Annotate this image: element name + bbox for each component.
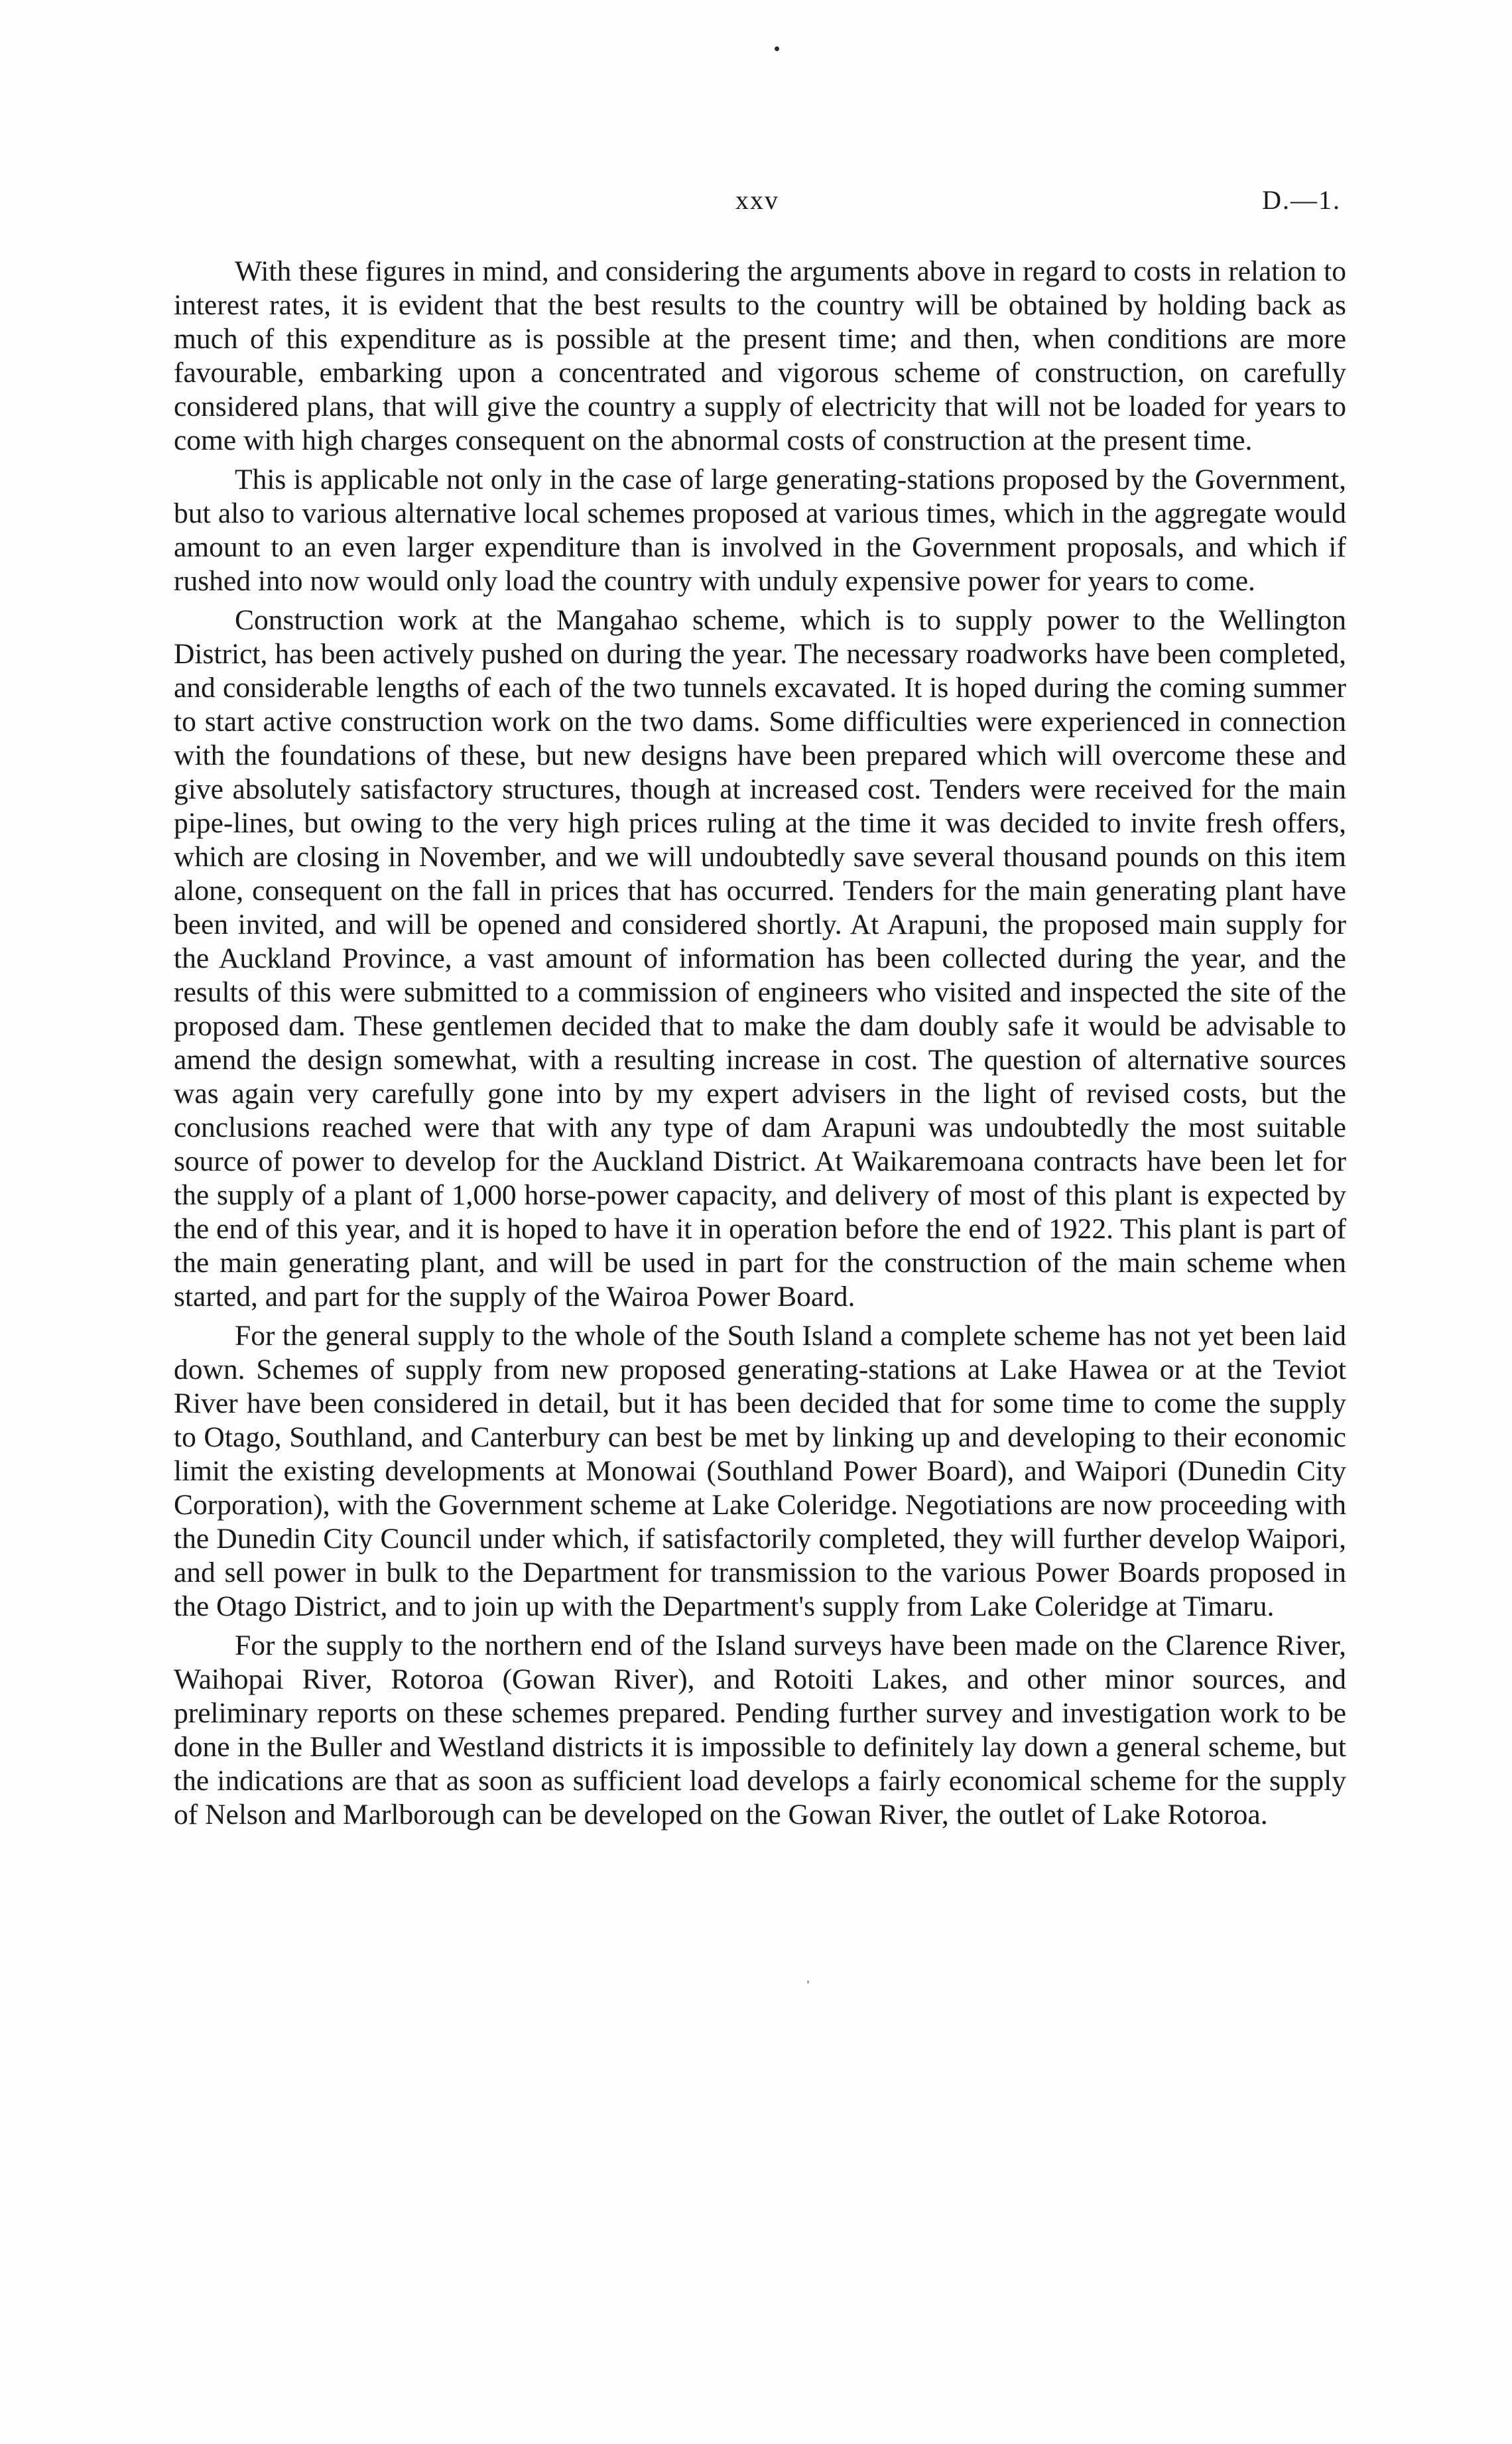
ink-speck — [775, 46, 779, 51]
body-text — [174, 255, 1346, 1837]
page-number: xxv — [735, 185, 779, 215]
paragraph: For the general supply to the whole of the South Island a complete scheme has not yet been laid down. Schemes of supply from new proposed generating-stations at Lake Hawea or at the Teviot River have been considered in detail, but it has been decided that for some time to come the supply to Otago, Southland, and Canterbury can best be met by linking up and developing to their economic limit the existing developments at Monowai (Southland Power Board), and Waipori (Dunedin City Corporation), with the Government scheme at Lake Coleridge. Negotiations are now proceeding with the Dunedin City Council under which, if satisfactorily completed, they will further develop Waipori, and sell power in bulk to the Department for transmission to the various Power Boards proposed in the Otago District, and to join up with the Department's supply from Lake Coleridge at Timaru. — [174, 1320, 1346, 1622]
page-header — [174, 184, 1341, 224]
ink-speck — [807, 1980, 809, 1984]
document-reference: D.—1. — [1262, 185, 1341, 215]
paragraph: For the supply to the northern end of the Island surveys have been made on the Clarence River, Waihopai River, Rotoroa (Gowan River), and Rotoiti Lakes, and other minor sources, and preliminary reports on these schemes prepared. Pending further survey and investigation work to be done in the Buller and Westland districts it is impossible to definitely lay down a general scheme, but the indications are that as soon as sufficient load develops a fairly economical scheme for the supply of Nelson and Marlborough can be developed on the Gowan River, the outlet of Lake Rotoroa. — [174, 1630, 1346, 1831]
paragraph: Construction work at the Mangahao scheme, which is to supply power to the Wellington District, has been actively pushed on during the year. The necessary roadworks have been completed, and considerable lengths of each of the two tunnels excavated. It is hoped during the coming summer to start active construction work on the two dams. Some difficulties were experienced in connection with the foundations of these, but new designs have been prepared which will overcome these and give absolutely satisfactory structures, though at increased cost. Tenders were received for the main pipe-lines, but owing to the very high prices ruling at the time it was decided to invite fresh offers, which are closing in November, and we will undoubtedly save several thousand pounds on this item alone, consequent on the fall in prices that has occurred. Tenders for the main generating plant have been invited, and will be opened and considered shortly. At Arapuni, the proposed main supply for the Auckland Province, a vast amount of information has been collected during the year, and the results of this were submitted to a commission of engineers who visited and inspected the site of the proposed dam. These gentlemen decided that to make the dam doubly safe it would be advisable to amend the design somewhat, with a resulting increase in cost. The question of alternative sources was again very carefully gone into by my expert advisers in the light of revised costs, but the conclusions reached were that with any type of dam Arapuni was undoubtedly the most suitable source of power to develop for the Auckland District. At Waikaremoana contracts have been let for the supply of a plant of 1,000 horse-power capacity, and delivery of most of this plant is expected by the end of this year, and it is hoped to have it in operation before the end of 1922. This plant is part of the main generating plant, and will be used in part for the construction of the main scheme when started, and part for the supply of the Wairoa Power Board. — [174, 604, 1346, 1313]
paragraph: With these figures in mind, and considering the arguments above in regard to costs in relation to interest rates, it is evident that the best results to the country will be obtained by holding back as much of this expenditure as is possible at the present time; and then, when conditions are more favourable, embarking upon a concentrated and vigorous scheme of construction, on carefully considered plans, that will give the country a supply of electricity that will not be loaded for years to come with high charges consequent on the abnormal costs of construction at the present time. — [174, 255, 1346, 456]
paragraph: This is applicable not only in the case of large generating-stations proposed by the Government, but also to various alternative local schemes proposed at various times, which in the aggregate would amount to an even larger expenditure than is involved in the Government proposals, and which if rushed into now would only load the country with unduly expensive power for years to come. — [174, 464, 1346, 597]
